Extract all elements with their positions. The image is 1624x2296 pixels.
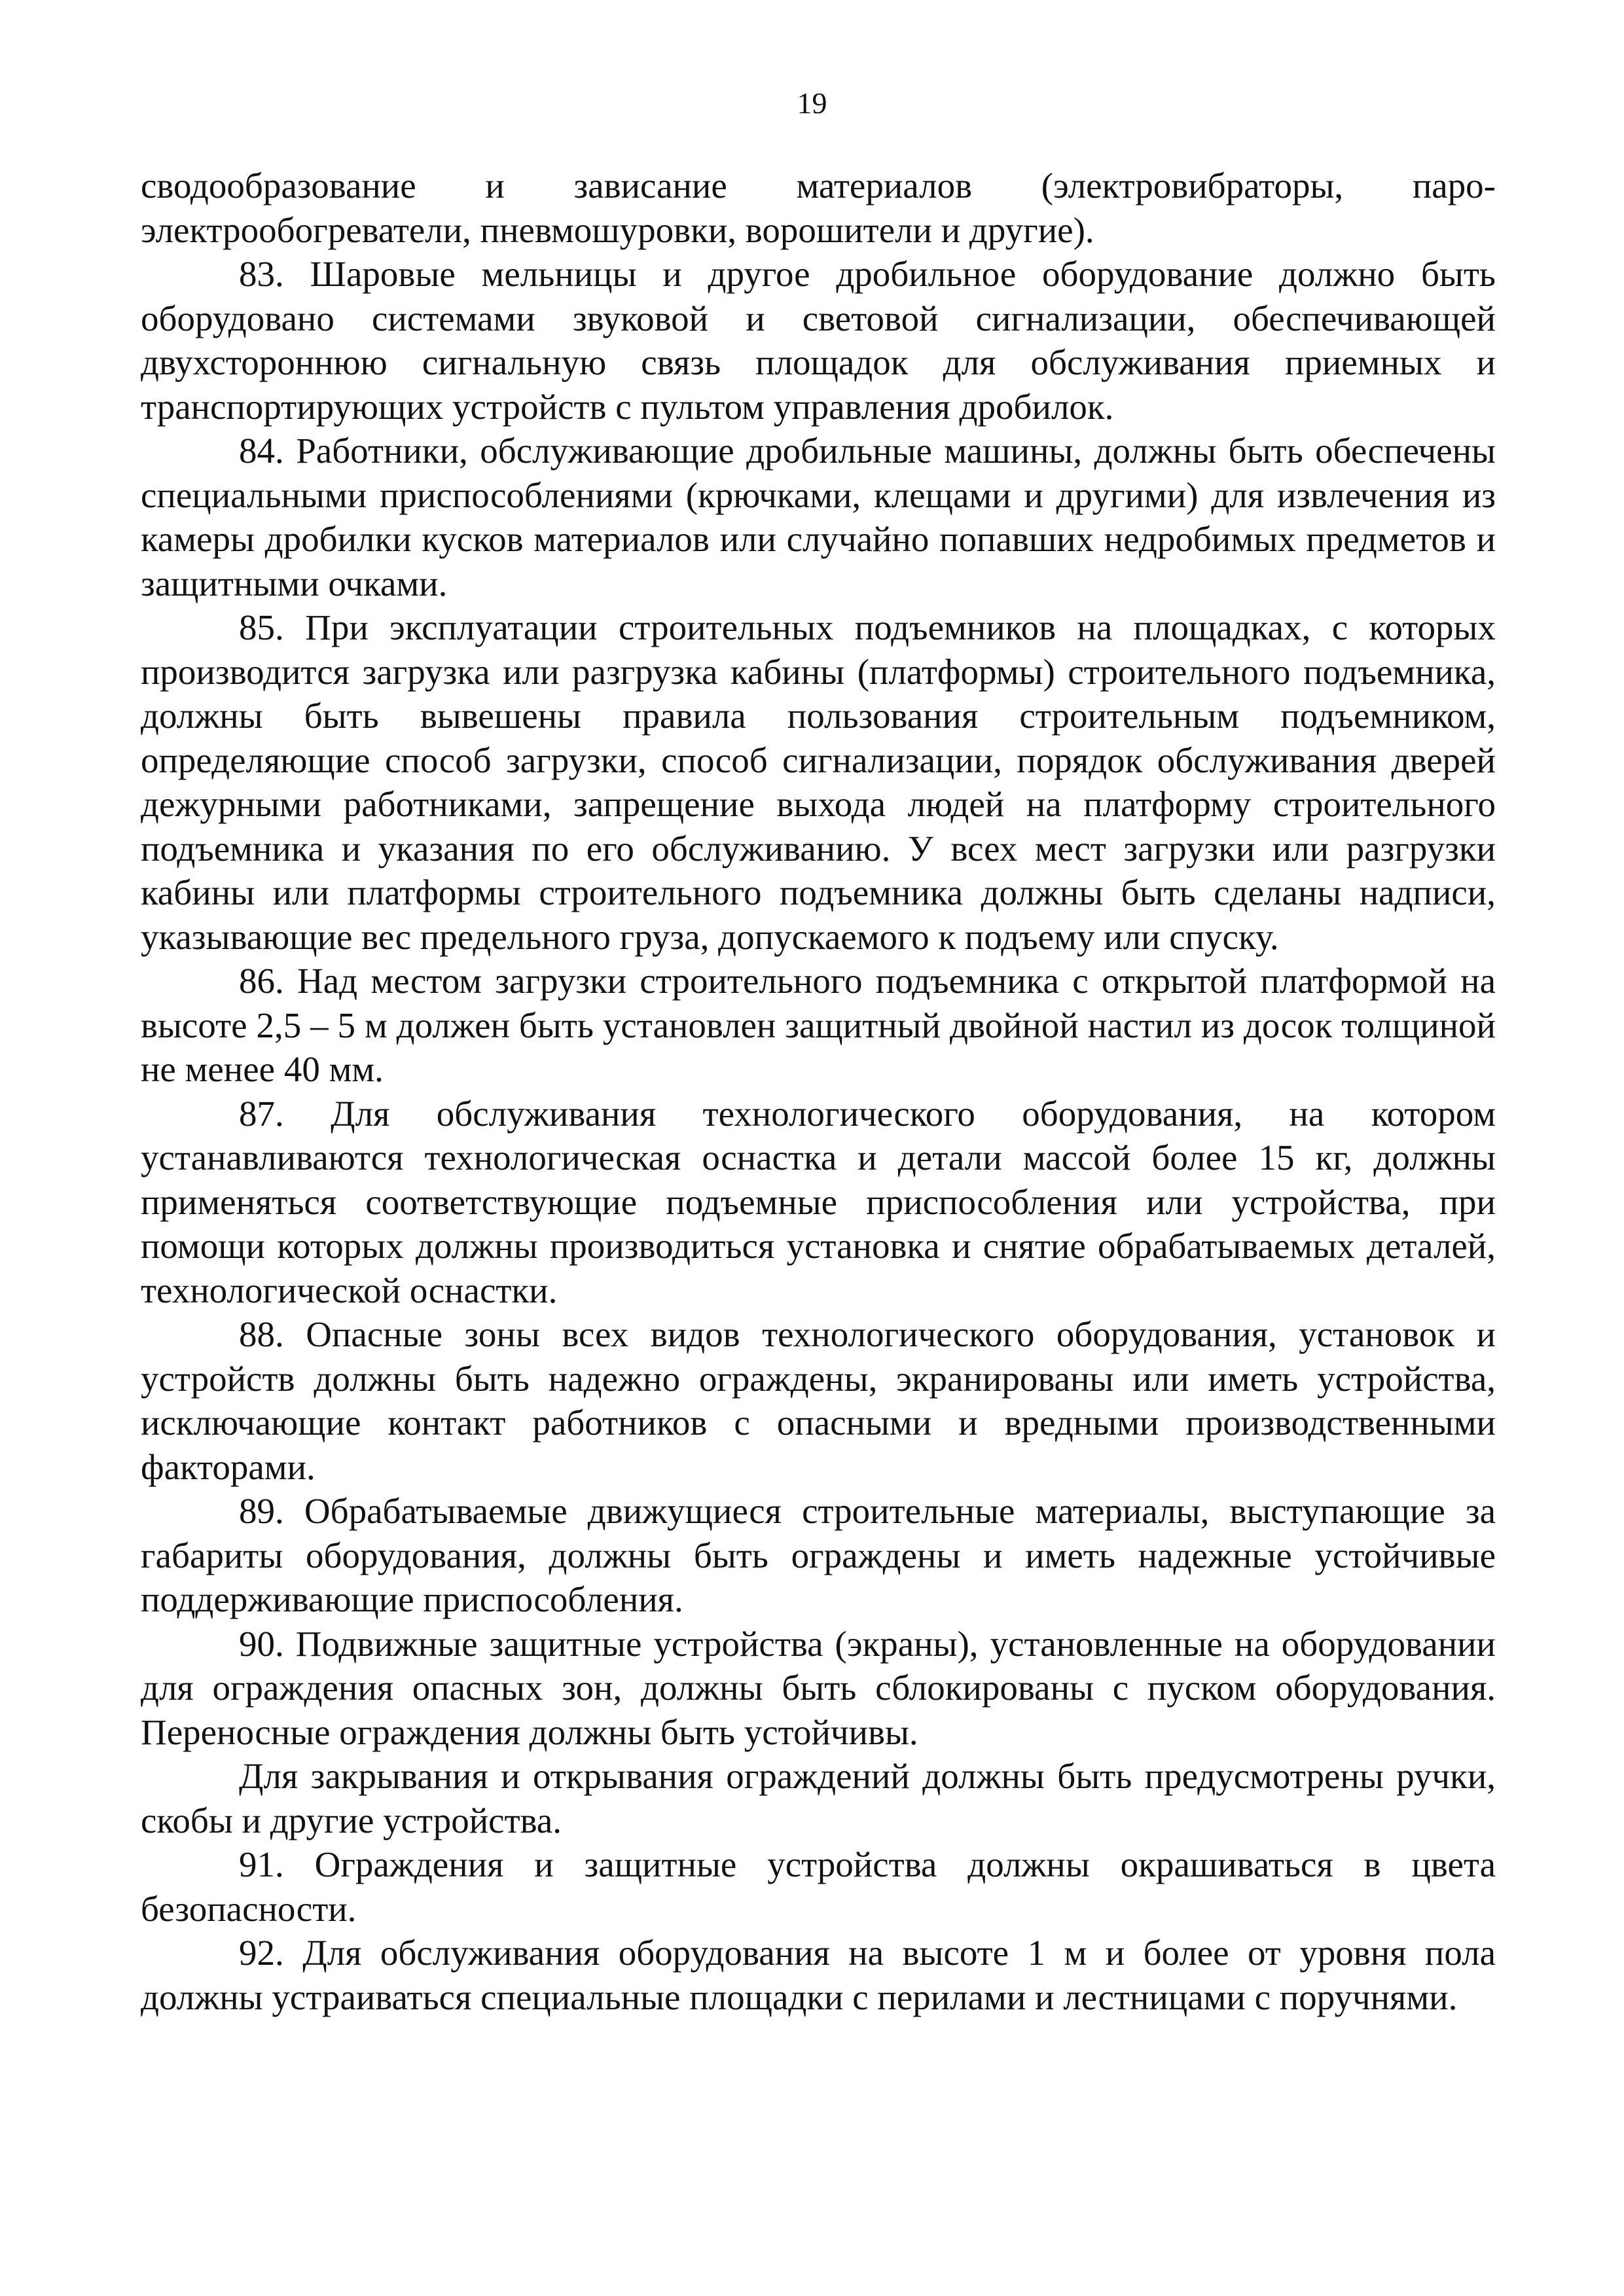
paragraph: 85. При эксплуатации строительных подъемников на площадках, с которых производится загрузка или разгрузка кабины (платформы) строительного подъемника, должны быть вывешены правила пользования строительным подъемником, определяющие способ загрузки, способ сигнализации, порядок обслуживания дверей дежурными работниками, запрещение выхода людей на платформу строительного подъемника и указания по его обслуживанию. У всех мест загрузки или разгрузки кабины или платформы строительного подъемника должны быть сделаны надписи, указывающие вес предельного груза, допускаемого к подъему или спуску. (141, 607, 1496, 957)
paragraph: 90. Подвижные защитные устройства (экраны), установленные на оборудовании для ограждения опасных зон, должны быть сблокированы с пуском оборудования. Переносные ограждения должны быть устойчивы. (141, 1623, 1496, 1752)
paragraph: 86. Над местом загрузки строительного подъемника с открытой платформой на высоте 2,5 – 5 м должен быть установлен защитный двойной настил из досок толщиной не менее 40 мм. (141, 961, 1496, 1089)
paragraph: 84. Работники, обслуживающие дробильные машины, должны быть обеспечены специальными приспособлениями (крючками, клещами и другими) для извлечения из камеры дробилки кусков материалов или случайно попавших недробимых предметов и защитными очками. (141, 431, 1496, 603)
paragraph: 92. Для обслуживания оборудования на высоте 1 м и более от уровня пола должны устраиваться специальные площадки с перилами и лестницами с поручнями. (141, 1933, 1496, 2017)
paragraph: 87. Для обслуживания технологического оборудования, на котором устанавливаются технологическая оснастка и детали массой более 15 кг, должны применяться соответствующие подъемные приспособления или устройства, при помощи которых должны производиться установка и снятие обрабатываемых деталей, технологической оснастки. (141, 1093, 1496, 1310)
paragraph: 89. Обрабатываемые движущиеся строительные материалы, выступающие за габариты оборудования, должны быть ограждены и иметь надежные устойчивые поддерживающие приспособления. (141, 1491, 1496, 1619)
page-number: 19 (797, 86, 827, 120)
paragraph: 91. Ограждения и защитные устройства должны окрашиваться в цвета безопасности. (141, 1844, 1496, 1929)
paragraph: сводообразование и зависание материалов (электровибраторы, паро-электрообогреватели, пневмошуровки, ворошители и другие). (141, 166, 1496, 250)
paragraph: 83. Шаровые мельницы и другое дробильное оборудование должно быть оборудовано системами звуковой и световой сигнализации, обеспечивающей двухстороннюю сигнальную связь площадок для обслуживания приемных и транспортирующих устройств с пультом управления дробилок. (141, 254, 1496, 427)
paragraph: Для закрывания и открывания ограждений должны быть предусмотрены ручки, скобы и другие устройства. (141, 1756, 1496, 1840)
document-body (141, 164, 1496, 2019)
paragraph: 88. Опасные зоны всех видов технологического оборудования, установок и устройств должны быть надежно ограждены, экранированы или иметь устройства, исключающие контакт работников с опасными и вредными производственными факторами. (141, 1314, 1496, 1487)
